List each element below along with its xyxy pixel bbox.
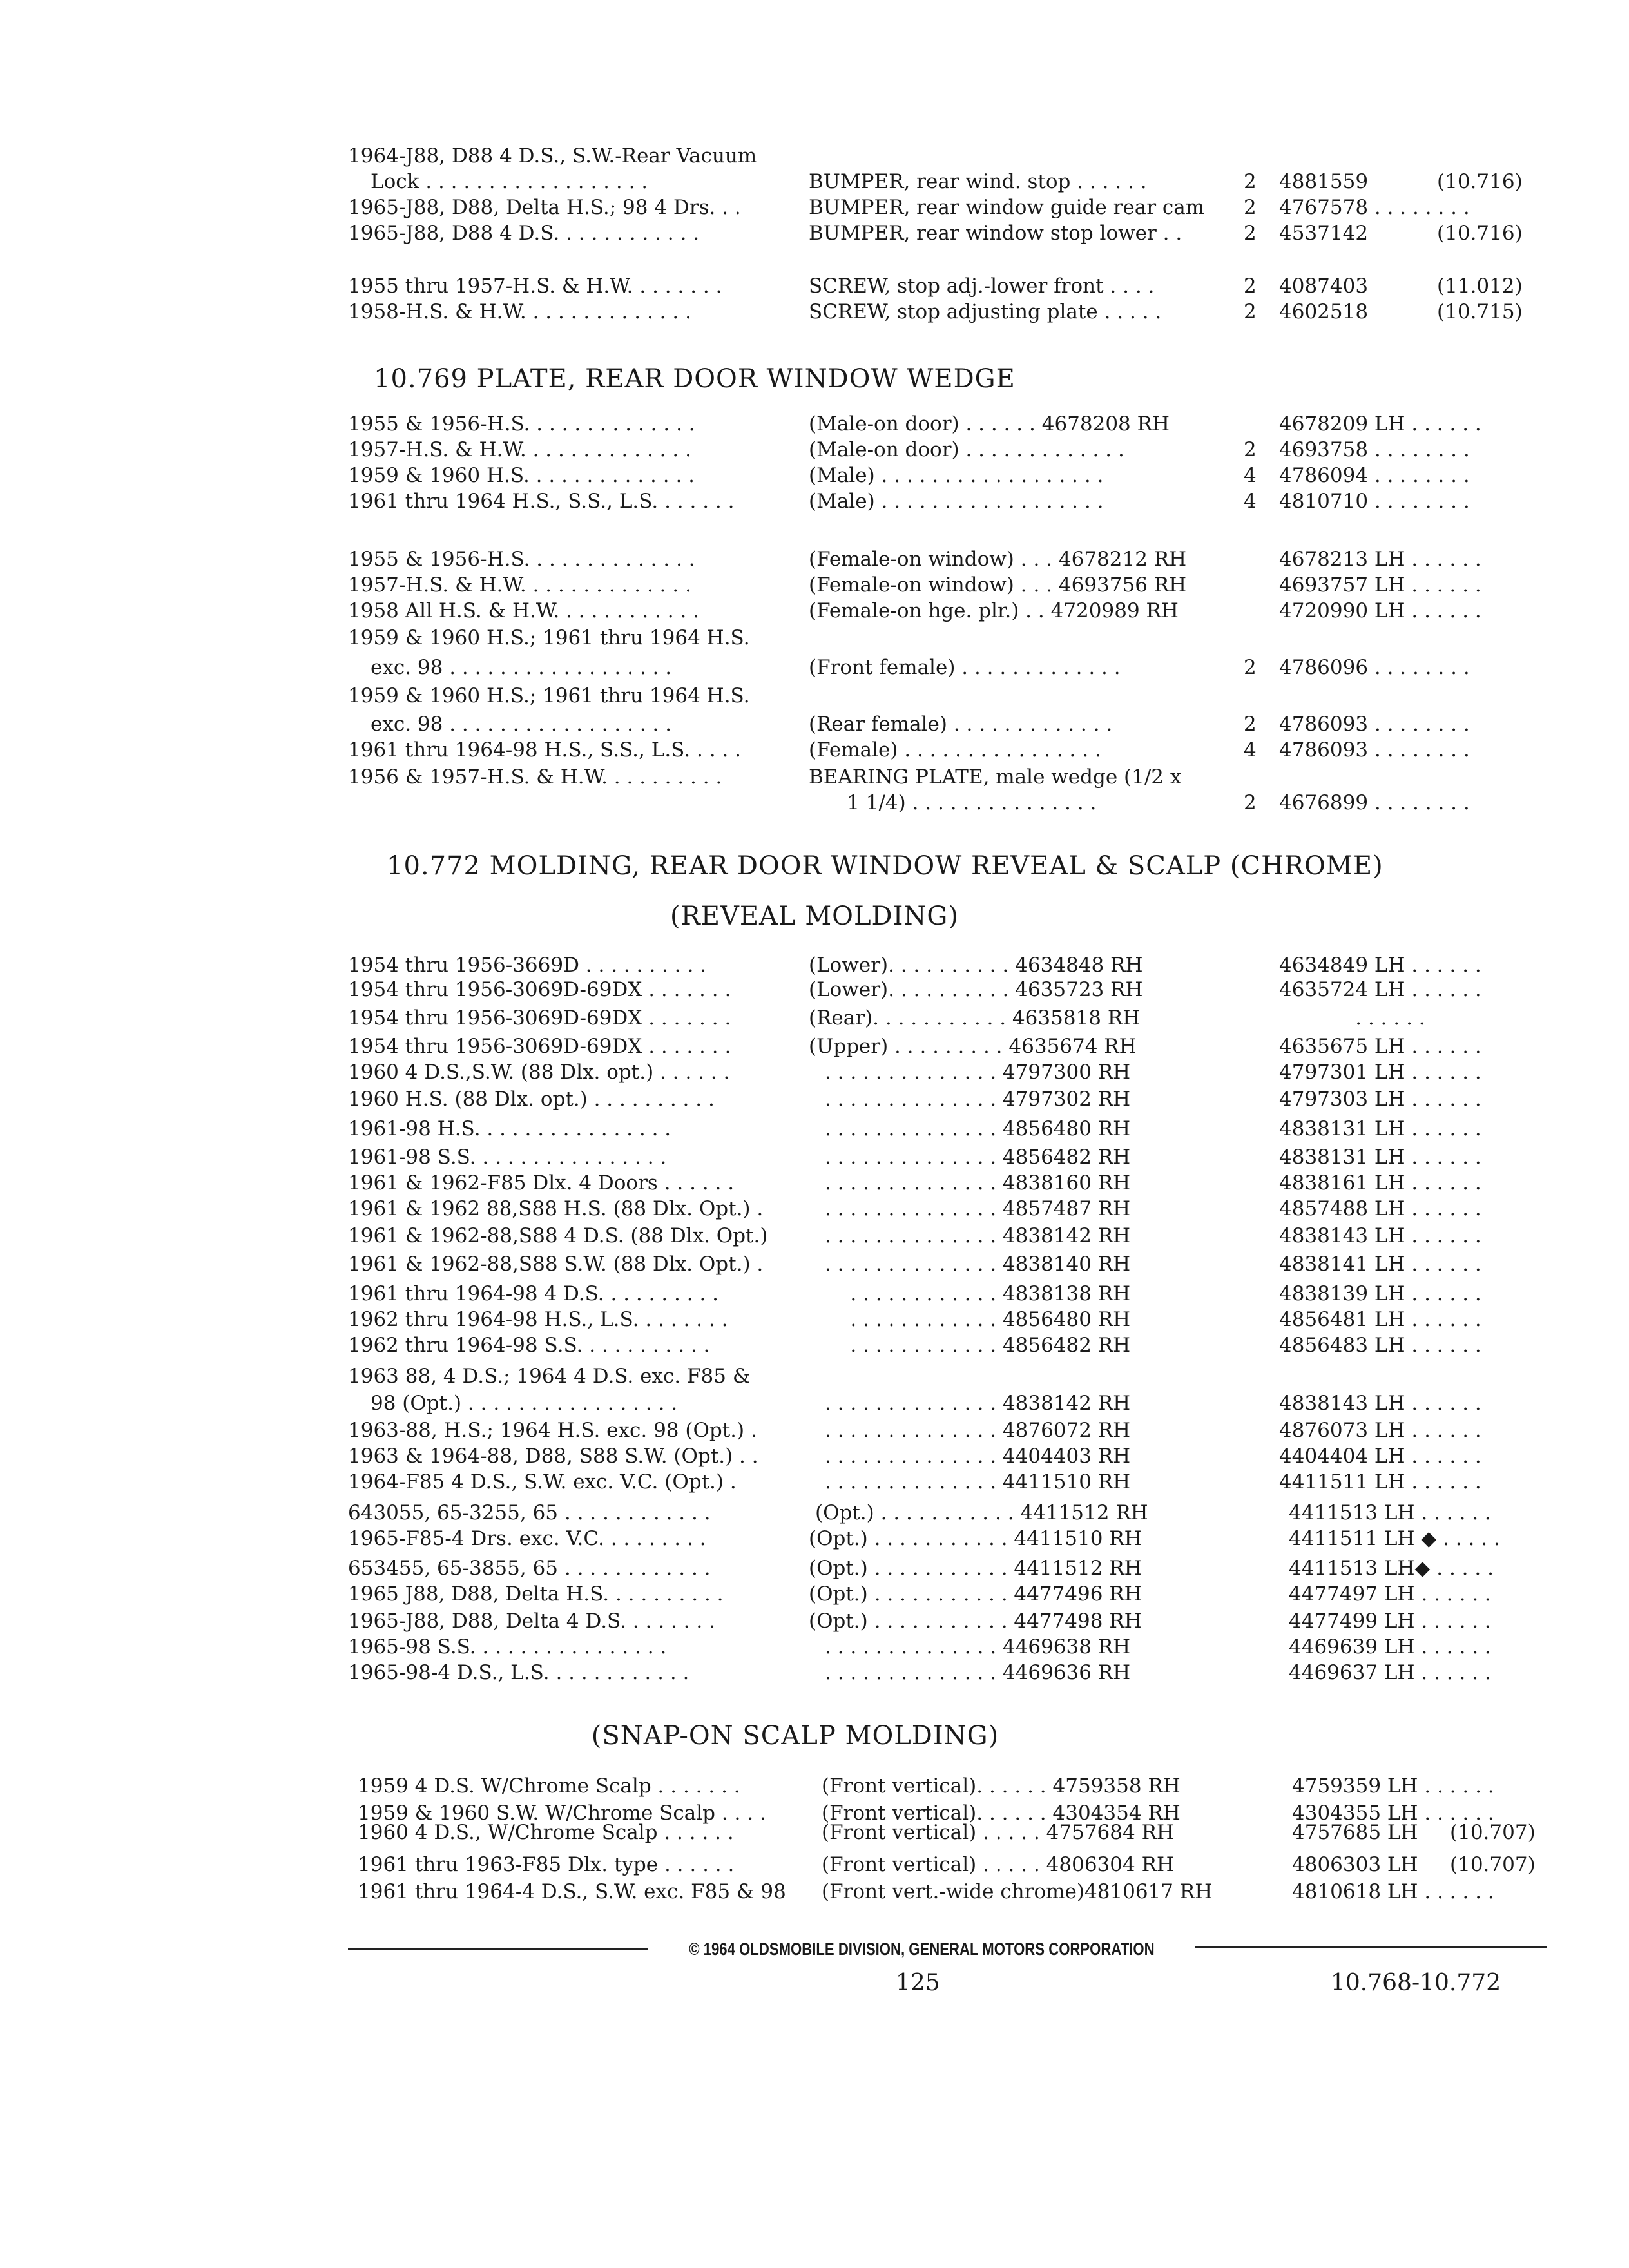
description: 1 1/4) . . . . . . . . . . . . . . .: [809, 791, 1097, 814]
part-number: 4881559: [1279, 170, 1369, 193]
part-number: 4676899 . . . . . . . .: [1279, 791, 1470, 814]
description: (Female) . . . . . . . . . . . . . . . .: [809, 738, 1101, 762]
application: 1961-98 H.S. . . . . . . . . . . . . . . .: [348, 1117, 671, 1140]
application: 1965-J88, D88, Delta H.S.; 98 4 Drs. . .: [348, 196, 741, 219]
description: SCREW, stop adj.-lower front . . . .: [809, 274, 1155, 298]
application: 1959 & 1960 H.S. . . . . . . . . . . . . .: [348, 464, 695, 487]
part-number: 4806303 LH: [1292, 1853, 1418, 1876]
description: . . . . . . . . . . . . . . 4856482 RH: [825, 1146, 1131, 1169]
description: . . . . . . . . . . . . . . 4797302 RH: [825, 1088, 1131, 1111]
part-number: 4810618 LH . . . . . .: [1292, 1880, 1494, 1903]
description: . . . . . . . . . . . . . . 4838142 RH: [825, 1392, 1131, 1415]
description: (Female-on hge. plr.) . . 4720989 RH: [809, 599, 1179, 622]
list-item: [0, 1143, 1629, 1171]
application: 1958-H.S. & H.W. . . . . . . . . . . . . .: [348, 300, 691, 323]
quantity: 2: [1244, 300, 1257, 323]
quantity: 2: [1244, 222, 1257, 245]
application: Lock . . . . . . . . . . . . . . . . . .: [371, 170, 648, 193]
list-item: [0, 1633, 1629, 1661]
description: BUMPER, rear window stop lower . .: [809, 222, 1182, 245]
part-number: 4602518: [1279, 300, 1369, 323]
list-item: [0, 545, 1629, 573]
part-number: 4411511 LH . . . . . .: [1279, 1470, 1481, 1494]
list-item: [0, 682, 1629, 710]
application: 1959 & 1960 S.W. W/Chrome Scalp . . . .: [358, 1802, 766, 1825]
list-item: [0, 1554, 1629, 1582]
list-item: [0, 487, 1629, 515]
description: (Front vertical) . . . . . 4806304 RH: [822, 1853, 1174, 1876]
list-item: [0, 142, 1629, 170]
application: 1957-H.S. & H.W. . . . . . . . . . . . . .: [348, 573, 691, 597]
part-number: 4856481 LH . . . . . .: [1279, 1308, 1481, 1331]
part-number: 4856483 LH . . . . . .: [1279, 1334, 1481, 1357]
section-subheading: (SNAP-ON SCALP MOLDING): [591, 1721, 999, 1751]
section-heading: 10.769 PLATE, REAR DOOR WINDOW WEDGE: [374, 364, 1016, 394]
list-item: [0, 1389, 1629, 1418]
list-item: [0, 1169, 1629, 1197]
application: 1961 thru 1964-4 D.S., S.W. exc. F85 & 98: [358, 1880, 786, 1903]
list-item: [0, 1416, 1629, 1445]
part-number: 4838131 LH . . . . . .: [1279, 1117, 1481, 1140]
description: SCREW, stop adjusting plate . . . . .: [809, 300, 1162, 323]
list-item: [0, 975, 1629, 1004]
part-number: 4876073 LH . . . . . .: [1279, 1419, 1481, 1442]
description: (Male-on door) . . . . . . . . . . . . .: [809, 438, 1124, 461]
part-number: 4411513 LH . . . . . .: [1289, 1501, 1491, 1524]
application: 1963 88, 4 D.S.; 1964 4 D.S. exc. F85 &: [348, 1365, 751, 1388]
part-number: 4786093 . . . . . . . .: [1279, 713, 1470, 736]
description: (Front vertical) . . . . . 4757684 RH: [822, 1821, 1174, 1844]
list-item: [0, 436, 1629, 464]
application: 1962 thru 1964-98 S.S. . . . . . . . . . .: [348, 1334, 710, 1357]
application: 1955 & 1956-H.S. . . . . . . . . . . . . .: [348, 412, 695, 436]
description: (Opt.) . . . . . . . . . . . 4411510 RH: [809, 1527, 1142, 1550]
application: 1961-98 S.S. . . . . . . . . . . . . . . .: [348, 1146, 667, 1169]
section-heading: 10.772 MOLDING, REAR DOOR WINDOW REVEAL & SCALP (CHROME): [387, 851, 1383, 881]
reference-note: (10.707): [1450, 1821, 1536, 1844]
reference-note: (10.716): [1437, 222, 1523, 245]
application: 1960 4 D.S.,S.W. (88 Dlx. opt.) . . . . . .: [348, 1061, 730, 1084]
list-item: [0, 597, 1629, 625]
list-item: [0, 1004, 1629, 1032]
quantity: 4: [1244, 738, 1257, 762]
application: 1959 4 D.S. W/Chrome Scalp . . . . . . .: [358, 1774, 740, 1798]
list-item: [0, 1280, 1629, 1308]
description: BEARING PLATE, male wedge (1/2 x: [809, 765, 1182, 789]
part-number: 4469639 LH . . . . . .: [1289, 1635, 1491, 1658]
description: . . . . . . . . . . . . . . 4404403 RH: [825, 1445, 1131, 1468]
application: 653455, 65-3855, 65 . . . . . . . . . . . .: [348, 1557, 711, 1580]
reference-note: (10.715): [1437, 300, 1523, 323]
reference-note: (11.012): [1437, 274, 1523, 298]
application: 1958 All H.S. & H.W. . . . . . . . . . . .: [348, 599, 699, 622]
part-number: 4477497 LH . . . . . .: [1289, 1582, 1491, 1606]
part-number: 4411513 LH◆ . . . . .: [1289, 1557, 1494, 1580]
part-number: 4786093 . . . . . . . .: [1279, 738, 1470, 762]
application: 1965 J88, D88, Delta H.S. . . . . . . . . .: [348, 1582, 724, 1606]
list-item: [0, 624, 1629, 652]
description: (Opt.) . . . . . . . . . . . 4411512 RH: [809, 1557, 1142, 1580]
list-item: [0, 1850, 1629, 1879]
application: 643055, 65-3255, 65 . . . . . . . . . . . .: [348, 1501, 711, 1524]
application: 98 (Opt.) . . . . . . . . . . . . . . . . .: [371, 1392, 678, 1415]
page-number: 125: [896, 1970, 940, 1996]
part-number: 4720990 LH . . . . . .: [1279, 599, 1481, 622]
application: 1965-F85-4 Drs. exc. V.C. . . . . . . . .: [348, 1527, 706, 1550]
part-number: 4838161 LH . . . . . .: [1279, 1171, 1481, 1195]
application: 1961 thru 1964-98 H.S., S.S., L.S. . . . .: [348, 738, 741, 762]
list-item: [0, 1499, 1629, 1527]
list-item: [0, 1331, 1629, 1360]
application: 1954 thru 1956-3069D-69DX . . . . . . .: [348, 1006, 731, 1030]
application: 1961 & 1962 88,S88 H.S. (88 Dlx. Opt.) .: [348, 1197, 764, 1220]
description: . . . . . . . . . . . . . . 4838160 RH: [825, 1171, 1131, 1195]
quantity: 2: [1244, 713, 1257, 736]
description: (Front vertical). . . . . . 4304354 RH: [822, 1802, 1181, 1825]
application: 1961 thru 1963-F85 Dlx. type . . . . . .: [358, 1853, 735, 1876]
list-item: [0, 1085, 1629, 1113]
application: 1963-88, H.S.; 1964 H.S. exc. 98 (Opt.) .: [348, 1419, 757, 1442]
description: . . . . . . . . . . . . . . 4857487 RH: [825, 1197, 1131, 1220]
footer-rule-left: [348, 1948, 648, 1950]
part-number: 4411511 LH ◆ . . . . .: [1289, 1527, 1500, 1550]
application: 1961 thru 1964 H.S., S.S., L.S. . . . . . .: [348, 490, 735, 513]
list-item: [0, 1115, 1629, 1143]
description: (Front vertical). . . . . . 4759358 RH: [822, 1774, 1181, 1798]
list-item: [0, 789, 1629, 817]
part-number: 4797303 LH . . . . . .: [1279, 1088, 1481, 1111]
application: 1961 & 1962-F85 Dlx. 4 Doors . . . . . .: [348, 1171, 735, 1195]
list-item: [0, 1818, 1629, 1847]
list-item: [0, 763, 1629, 791]
description: (Lower). . . . . . . . . . 4635723 RH: [809, 978, 1143, 1001]
application: 1965-J88, D88, Delta 4 D.S. . . . . . . .: [348, 1610, 715, 1633]
description: . . . . . . . . . . . . . . 4469636 RH: [825, 1661, 1131, 1684]
description: (Opt.) . . . . . . . . . . . 4411512 RH: [815, 1501, 1148, 1524]
application: 1964-J88, D88 4 D.S., S.W.-Rear Vacuum: [348, 144, 757, 168]
quantity: 2: [1244, 196, 1257, 219]
part-number: 4810710 . . . . . . . .: [1279, 490, 1470, 513]
part-number: 4304355 LH . . . . . .: [1292, 1802, 1494, 1825]
list-item: [0, 168, 1629, 196]
list-item: [0, 461, 1629, 490]
application: exc. 98 . . . . . . . . . . . . . . . . . .: [371, 656, 672, 679]
part-number: 4838141 LH . . . . . .: [1279, 1253, 1481, 1276]
quantity: 2: [1244, 170, 1257, 193]
part-number: 4087403: [1279, 274, 1369, 298]
section-subheading: (REVEAL MOLDING): [670, 901, 959, 931]
list-item: [0, 1658, 1629, 1687]
application: 1964-F85 4 D.S., S.W. exc. V.C. (Opt.) .: [348, 1470, 737, 1494]
description: (Rear female) . . . . . . . . . . . . .: [809, 713, 1113, 736]
part-number: 4797301 LH . . . . . .: [1279, 1061, 1481, 1084]
part-number: 4693757 LH . . . . . .: [1279, 573, 1481, 597]
list-item: [0, 653, 1629, 682]
application: 1954 thru 1956-3069D-69DX . . . . . . .: [348, 1035, 731, 1058]
description: (Male) . . . . . . . . . . . . . . . . . .: [809, 490, 1104, 513]
reference-note: (10.716): [1437, 170, 1523, 193]
application: 1961 & 1962-88,S88 S.W. (88 Dlx. Opt.) .: [348, 1253, 764, 1276]
application: 1960 4 D.S., W/Chrome Scalp . . . . . .: [358, 1821, 734, 1844]
list-item: [0, 193, 1629, 222]
list-item: [0, 1878, 1629, 1906]
quantity: 2: [1244, 274, 1257, 298]
application: 1959 & 1960 H.S.; 1961 thru 1964 H.S.: [348, 684, 750, 707]
footer-rule-right: [1195, 1946, 1547, 1948]
part-number: 4635675 LH . . . . . .: [1279, 1035, 1481, 1058]
part-number: 4404404 LH . . . . . .: [1279, 1445, 1481, 1468]
part-number: 4537142: [1279, 222, 1369, 245]
description: . . . . . . . . . . . . 4838138 RH: [825, 1282, 1131, 1305]
application: 1961 thru 1964-98 4 D.S. . . . . . . . . .: [348, 1282, 719, 1305]
part-number: 4838139 LH . . . . . .: [1279, 1282, 1481, 1305]
application: 1954 thru 1956-3069D-69DX . . . . . . .: [348, 978, 731, 1001]
description: (Opt.) . . . . . . . . . . . 4477498 RH: [809, 1610, 1142, 1633]
part-number: 4838143 LH . . . . . .: [1279, 1224, 1481, 1247]
part-number: 4857488 LH . . . . . .: [1279, 1197, 1481, 1220]
list-item: [0, 1442, 1629, 1470]
part-number: 4838131 LH . . . . . .: [1279, 1146, 1481, 1169]
section-range: 10.768-10.772: [1331, 1970, 1501, 1996]
list-item: [0, 1607, 1629, 1635]
list-item: [0, 1058, 1629, 1086]
list-item: [0, 272, 1629, 300]
description: (Lower). . . . . . . . . . 4634848 RH: [809, 954, 1143, 977]
description: . . . . . . . . . . . . . . 4469638 RH: [825, 1635, 1131, 1658]
description: (Female-on window) . . . 4678212 RH: [809, 548, 1187, 571]
application: 1965-98-4 D.S., L.S. . . . . . . . . . . .: [348, 1661, 689, 1684]
reference-note: (10.707): [1450, 1853, 1536, 1876]
description: (Rear). . . . . . . . . . . 4635818 RH: [809, 1006, 1141, 1030]
list-item: [0, 736, 1629, 764]
list-item: [0, 298, 1629, 326]
quantity: 4: [1244, 464, 1257, 487]
list-item: [0, 1032, 1629, 1061]
quantity: 2: [1244, 438, 1257, 461]
part-number: 4678209 LH . . . . . .: [1279, 412, 1481, 436]
part-number: . . . . . .: [1279, 1006, 1425, 1030]
copyright-notice: © 1964 OLDSMOBILE DIVISION, GENERAL MOTORS CORPORATION: [689, 1939, 1155, 1959]
list-item: [0, 1195, 1629, 1223]
application: 1955 & 1956-H.S. . . . . . . . . . . . . .: [348, 548, 695, 571]
description: (Female-on window) . . . 4693756 RH: [809, 573, 1187, 597]
description: (Male-on door) . . . . . . 4678208 RH: [809, 412, 1170, 436]
list-item: [0, 1580, 1629, 1608]
description: (Front vert.-wide chrome)4810617 RH: [822, 1880, 1213, 1903]
description: . . . . . . . . . . . . . . 4411510 RH: [825, 1470, 1131, 1494]
list-item: [0, 1305, 1629, 1334]
description: (Opt.) . . . . . . . . . . . 4477496 RH: [809, 1582, 1142, 1606]
list-item: [0, 1468, 1629, 1496]
description: BUMPER, rear window guide rear cam: [809, 196, 1205, 219]
part-number: 4469637 LH . . . . . .: [1289, 1661, 1491, 1684]
application: 1963 & 1964-88, D88, S88 S.W. (Opt.) . .: [348, 1445, 758, 1468]
part-number: 4635724 LH . . . . . .: [1279, 978, 1481, 1001]
description: . . . . . . . . . . . . 4856480 RH: [825, 1308, 1131, 1331]
application: 1965-J88, D88 4 D.S. . . . . . . . . . . .: [348, 222, 700, 245]
description: . . . . . . . . . . . . . . 4876072 RH: [825, 1419, 1131, 1442]
application: 1956 & 1957-H.S. & H.W. . . . . . . . . .: [348, 765, 722, 789]
part-number: 4786094 . . . . . . . .: [1279, 464, 1470, 487]
description: . . . . . . . . . . . . . . 4797300 RH: [825, 1061, 1131, 1084]
list-item: [0, 571, 1629, 599]
quantity: 2: [1244, 656, 1257, 679]
description: (Male) . . . . . . . . . . . . . . . . . .: [809, 464, 1104, 487]
part-number: 4759359 LH . . . . . .: [1292, 1774, 1494, 1798]
part-number: 4678213 LH . . . . . .: [1279, 548, 1481, 571]
part-number: 4767578 . . . . . . . .: [1279, 196, 1470, 219]
part-number: 4757685 LH: [1292, 1821, 1418, 1844]
part-number: 4693758 . . . . . . . .: [1279, 438, 1470, 461]
list-item: [0, 1772, 1629, 1800]
description: BUMPER, rear wind. stop . . . . . .: [809, 170, 1147, 193]
application: 1954 thru 1956-3669D . . . . . . . . . .: [348, 954, 707, 977]
application: 1965-98 S.S. . . . . . . . . . . . . . . .: [348, 1635, 667, 1658]
application: 1955 thru 1957-H.S. & H.W. . . . . . . .: [348, 274, 722, 298]
application: 1962 thru 1964-98 H.S., L.S. . . . . . . .: [348, 1308, 728, 1331]
list-item: [0, 1222, 1629, 1250]
list-item: [0, 710, 1629, 738]
description: . . . . . . . . . . . . . . 4856480 RH: [825, 1117, 1131, 1140]
part-number: 4838143 LH . . . . . .: [1279, 1392, 1481, 1415]
description: . . . . . . . . . . . . . . 4838140 RH: [825, 1253, 1131, 1276]
list-item: [0, 1362, 1629, 1390]
description: . . . . . . . . . . . . . . 4838142 RH: [825, 1224, 1131, 1247]
application: 1957-H.S. & H.W. . . . . . . . . . . . . .: [348, 438, 691, 461]
description: (Front female) . . . . . . . . . . . . .: [809, 656, 1121, 679]
list-item: [0, 410, 1629, 438]
part-number: 4786096 . . . . . . . .: [1279, 656, 1470, 679]
list-item: [0, 1250, 1629, 1278]
application: exc. 98 . . . . . . . . . . . . . . . . . .: [371, 713, 672, 736]
application: 1959 & 1960 H.S.; 1961 thru 1964 H.S.: [348, 626, 750, 649]
list-item: [0, 219, 1629, 247]
application: 1960 H.S. (88 Dlx. opt.) . . . . . . . . . .: [348, 1088, 715, 1111]
list-item: [0, 1524, 1629, 1553]
description: . . . . . . . . . . . . 4856482 RH: [825, 1334, 1131, 1357]
part-number: 4477499 LH . . . . . .: [1289, 1610, 1491, 1633]
application: 1961 & 1962-88,S88 4 D.S. (88 Dlx. Opt.): [348, 1224, 768, 1247]
part-number: 4634849 LH . . . . . .: [1279, 954, 1481, 977]
quantity: 2: [1244, 791, 1257, 814]
description: (Upper) . . . . . . . . . 4635674 RH: [809, 1035, 1137, 1058]
quantity: 4: [1244, 490, 1257, 513]
